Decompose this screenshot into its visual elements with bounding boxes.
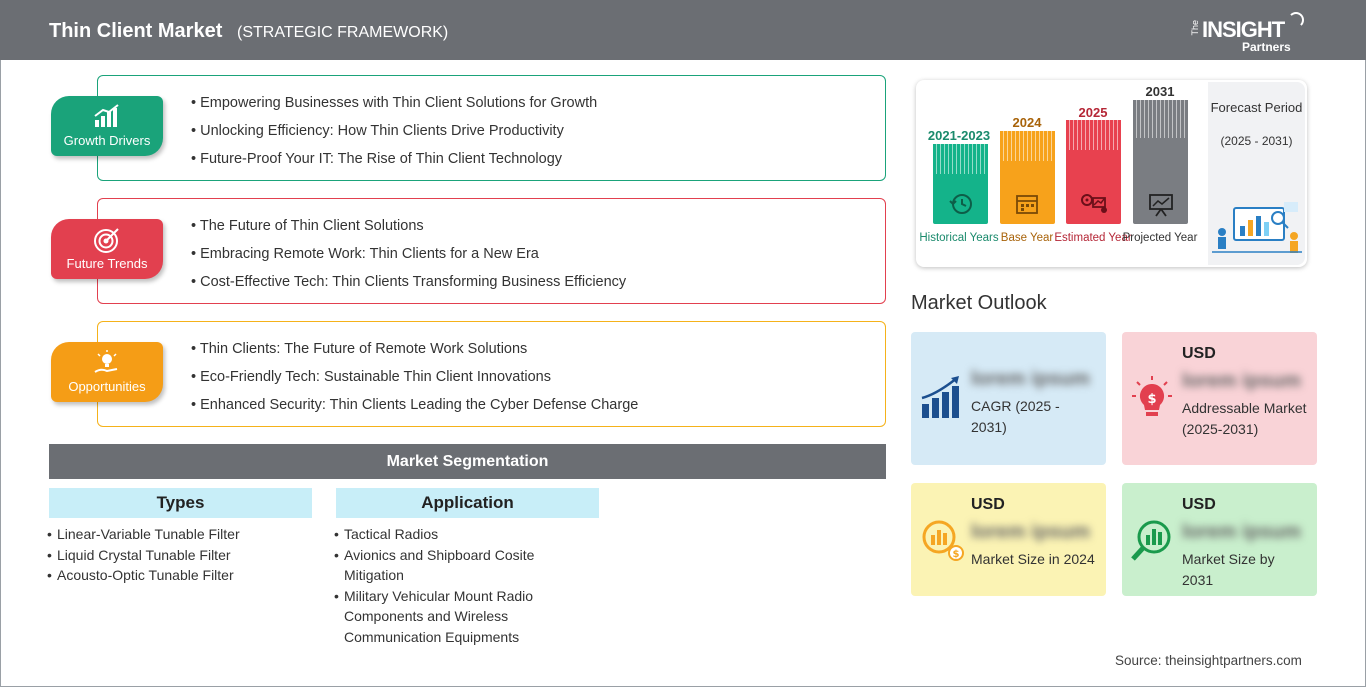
list-item: • Enhanced Security: Thin Clients Leading the Cyber Defense Charge xyxy=(191,396,638,424)
market-size-2024-card xyxy=(911,483,1106,596)
list-item: • Unlocking Efficiency: How Thin Clients Drive Productivity xyxy=(191,122,597,150)
forecast-range: (2025 - 2031) xyxy=(1220,134,1293,148)
dollar-bulb-icon xyxy=(1132,376,1172,420)
logo-prefix: The xyxy=(1190,20,1200,36)
addressable-market-card xyxy=(1122,332,1317,465)
tag-label: Opportunities xyxy=(68,379,146,394)
projected-label: Projected Year xyxy=(1122,232,1198,244)
page-title: Thin Client Market xyxy=(49,20,223,42)
analytics-people-icon xyxy=(1212,200,1302,256)
base-label: Base Year xyxy=(1000,232,1054,244)
forecast-period-box xyxy=(1208,82,1305,265)
market-size-2031-card xyxy=(1122,483,1317,596)
list-item: • Military Vehicular Mount Radio Components and Wireless Communication Equipments xyxy=(334,586,559,648)
lightbulb-hand-icon xyxy=(93,350,121,376)
size-2031-desc: Market Size by 2031 xyxy=(1182,551,1275,588)
source-note: Source: theinsightpartners.com xyxy=(1115,653,1302,668)
base-year: 2024 xyxy=(1012,115,1042,130)
insight-partners-logo[interactable] xyxy=(1190,10,1310,54)
presentation-board-icon xyxy=(1148,193,1174,217)
types-list xyxy=(47,524,317,586)
historical-year: 2021-2023 xyxy=(927,128,991,143)
list-item: • Cost-Effective Tech: Thin Clients Transforming Business Efficiency xyxy=(191,273,626,301)
list-item: • Linear-Variable Tunable Filter xyxy=(47,524,317,545)
types-header: Types xyxy=(49,488,312,518)
logo-main: INSIGHT xyxy=(1202,17,1285,42)
list-item: • Future-Proof Your IT: The Rise of Thin Client Technology xyxy=(191,150,597,178)
bar-stripes xyxy=(1000,131,1055,161)
projected-year: 2031 xyxy=(1145,84,1175,99)
history-clock-icon xyxy=(948,192,974,216)
future-trends-tag xyxy=(51,219,163,279)
estimated-year: 2025 xyxy=(1078,105,1108,120)
list-item: • Thin Clients: The Future of Remote Work Solutions xyxy=(191,340,638,368)
estimated-bar xyxy=(1066,120,1121,224)
chart-magnifier-dollar-icon xyxy=(919,517,965,563)
cagr-card xyxy=(911,332,1106,465)
header-bar xyxy=(0,0,1366,60)
calendar-icon xyxy=(1015,193,1039,215)
size-2024-value: lorem ipsum xyxy=(971,521,1090,543)
application-list xyxy=(334,524,559,647)
gear-chart-icon xyxy=(1079,192,1109,214)
list-item: • Eco-Friendly Tech: Sustainable Thin Client Innovations xyxy=(191,368,638,396)
growth-drivers-box xyxy=(97,75,886,181)
size-2024-desc: Market Size in 2024 xyxy=(971,551,1095,567)
cagr-desc: CAGR (2025 - 2031) xyxy=(971,398,1060,435)
size-2031-value: lorem ipsum xyxy=(1182,521,1301,543)
logo-sub: Partners xyxy=(1242,40,1291,54)
forecast-label: Forecast Period xyxy=(1210,100,1303,115)
opportunities-list xyxy=(191,340,638,424)
tag-label: Future Trends xyxy=(66,256,148,271)
addressable-currency: USD xyxy=(1182,345,1216,362)
list-item: • Tactical Radios xyxy=(334,524,559,545)
market-outlook-title: Market Outlook xyxy=(911,292,1047,314)
estimated-label: Estimated Year xyxy=(1054,232,1132,244)
bar-growth-icon xyxy=(93,104,121,128)
bar-stripes xyxy=(1133,100,1188,138)
growth-drivers-list xyxy=(191,94,597,178)
opportunities-tag xyxy=(51,342,163,402)
projected-bar xyxy=(1133,100,1188,224)
growth-drivers-tag xyxy=(51,96,163,156)
size-2024-currency: USD xyxy=(971,496,1005,513)
addressable-desc: Addressable Market (2025-2031) xyxy=(1182,400,1307,437)
size-2031-currency: USD xyxy=(1182,496,1216,513)
list-item: • Avionics and Shipboard Cosite Mitigation xyxy=(334,545,559,586)
historical-label: Historical Years xyxy=(919,232,999,244)
historical-bar xyxy=(933,144,988,224)
page-subtitle: (STRATEGIC FRAMEWORK) xyxy=(237,24,449,41)
logo-arc-icon xyxy=(1288,12,1304,28)
list-item: • Acousto-Optic Tunable Filter xyxy=(47,565,317,586)
base-bar xyxy=(1000,131,1055,224)
bar-stripes xyxy=(933,144,988,174)
list-item: • The Future of Thin Client Solutions xyxy=(191,217,626,245)
future-trends-list xyxy=(191,217,626,301)
list-item: • Embracing Remote Work: Thin Clients for a New Era xyxy=(191,245,626,273)
svg-text:$: $ xyxy=(1147,392,1157,407)
opportunities-box xyxy=(97,321,886,427)
target-icon xyxy=(93,227,121,253)
future-trends-box xyxy=(97,198,886,304)
list-item: • Empowering Businesses with Thin Client Solutions for Growth xyxy=(191,94,597,122)
svg-text:$: $ xyxy=(952,549,960,560)
market-segmentation-bar: Market Segmentation xyxy=(49,444,886,479)
addressable-value: lorem ipsum xyxy=(1182,370,1301,392)
growth-chart-icon xyxy=(919,374,963,420)
bar-stripes xyxy=(1066,120,1121,150)
cagr-value: lorem ipsum xyxy=(971,368,1090,390)
list-item: • Liquid Crystal Tunable Filter xyxy=(47,545,317,566)
tag-label: Growth Drivers xyxy=(63,133,151,148)
chart-magnifier-icon xyxy=(1130,517,1176,563)
application-header: Application xyxy=(336,488,599,518)
